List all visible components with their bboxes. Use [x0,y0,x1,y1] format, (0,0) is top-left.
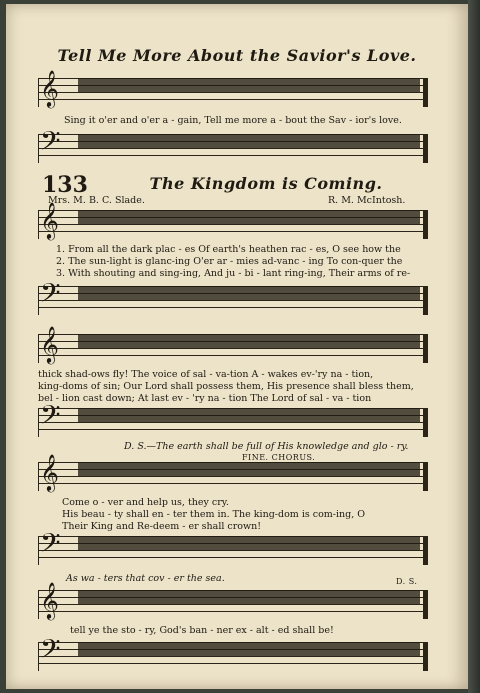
ds-lyric: As wa - ters that cov - er the sea. [66,573,225,584]
treble-clef-icon: 𝄞 [40,581,59,619]
notes [78,78,420,106]
notes [78,286,420,314]
staff-treble [38,201,428,239]
lyric-verse-2: His beau - ty shall en - ter them in. The king-dom is com-ing, O [62,509,366,520]
composer: R. M. McIntosh. [328,195,406,206]
lyric-line: tell ye the sto - ry, God's ban - ner ex - alt - ed shall be! [70,625,334,636]
fine-chorus-label: FINE. CHORUS. [242,453,316,462]
lyric-verse-1: 1. From all the dark plac - es Of earth's heathen rac - es, O see how the [56,244,401,255]
staff-treble [38,325,428,363]
lyric-verse-2: king-doms of sin; Our Lord shall possess them, His presence shall bless them, [38,381,414,392]
bass-clef-icon: 𝄢 [40,527,61,565]
staff-bass [38,399,428,437]
lyric-verse-3: bel - lion cast down; At last ev - 'ry na - tion The Lord of sal - va - tion [38,393,372,404]
ds-text: D. S.—The earth shall be full of His knowledge and glo - ry. [124,441,409,452]
hymn-title: The Kingdom is Coming. [149,174,383,193]
bass-clef-icon: 𝄢 [40,125,61,163]
lyric-verse-2: 2. The sun-light is glanc-ing O'er ar - mies ad-vanc - ing To con-quer the [56,256,403,267]
notes [78,334,420,362]
book-edge [468,0,480,693]
hymn-top-title: Tell Me More About the Savior's Love. [57,46,417,65]
notes [78,210,420,238]
staff-bass [38,633,428,671]
hymnal-page [6,4,468,689]
author: Mrs. M. B. C. Slade. [48,195,145,206]
lyric-verse-1: Come o - ver and help us, they cry. [62,497,229,508]
lyric-verse-3: Their King and Re-deem - er shall crown! [62,521,262,532]
notes [78,134,420,162]
bass-clef-icon: 𝄢 [40,277,61,315]
treble-clef-icon: 𝄞 [40,325,59,363]
staff-bass [38,527,428,565]
staff-treble [38,69,428,107]
lyric-verse-3: 3. With shouting and sing-ing, And ju - bi - lant ring-ing, Their arms of re- [56,268,411,279]
ds-mark: D. S. [396,577,418,586]
notes [78,590,420,618]
staff-bass [38,125,428,163]
hymn-number: 133 [42,172,88,198]
bass-clef-icon: 𝄢 [40,399,61,437]
lyric-verse-1: thick shad-ows fly! The voice of sal - va-tion A - wakes ev-'ry na - tion, [38,369,374,380]
treble-clef-icon: 𝄞 [40,69,59,107]
lyric-line: Sing it o'er and o'er a - gain, Tell me more a - bout the Sav - ior's love. [64,115,402,126]
notes [78,642,420,670]
notes [78,462,420,490]
staff-bass [38,277,428,315]
treble-clef-icon: 𝄞 [40,201,59,239]
notes [78,536,420,564]
notes [78,408,420,436]
treble-clef-icon: 𝄞 [40,453,59,491]
bass-clef-icon: 𝄢 [40,633,61,671]
